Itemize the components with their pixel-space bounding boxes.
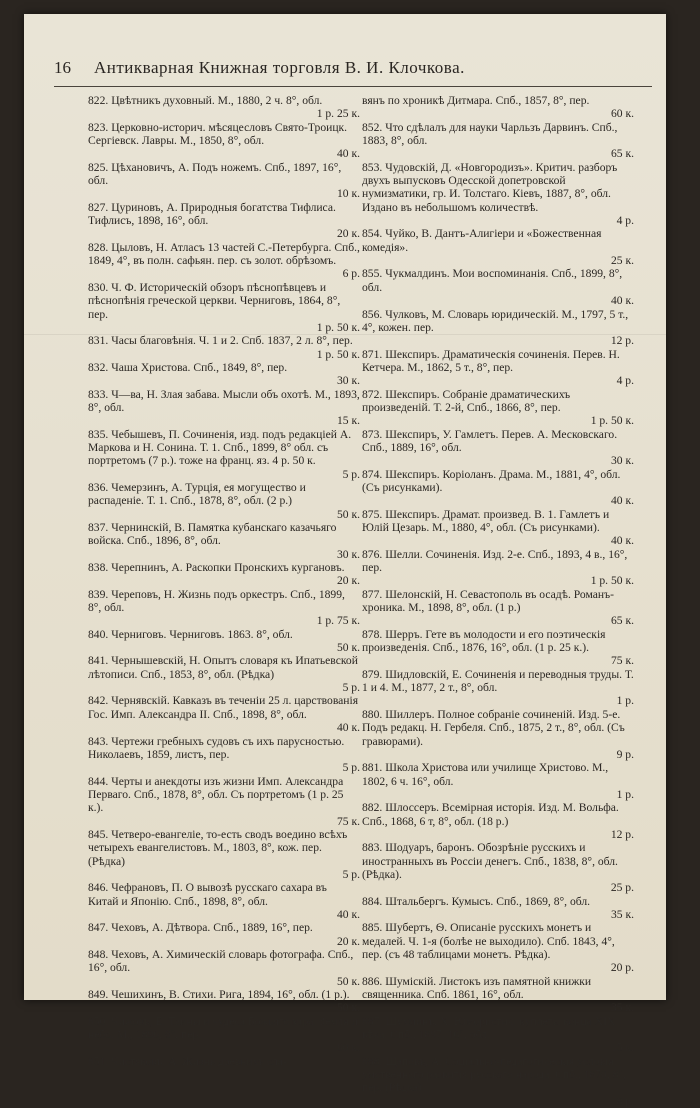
entry-price: 10 к. bbox=[336, 187, 360, 201]
entry-price: 50 к. bbox=[336, 974, 360, 988]
right-column bbox=[362, 94, 634, 1108]
entry-price: 35 к. bbox=[610, 907, 634, 921]
entry-text: 882. Шлоссеръ. Всемірная исторія. Изд. М. Вольфа. Спб., 1868, 6 т, 8°, обл. (18 р.) bbox=[362, 801, 619, 828]
catalog-entry bbox=[88, 588, 360, 628]
entry-text: 833. Ч—ва, Н. Злая забава. Мысли объ охотѣ. М., 1893, 8°, обл. bbox=[88, 387, 360, 414]
entry-price: 1 р. 50 к. bbox=[590, 414, 634, 428]
catalog-entry bbox=[362, 841, 634, 894]
entry-text: 881. Школа Христова или училище Христово. М., 1802, 6 ч. 16°, обл. bbox=[362, 761, 609, 788]
entry-price: 1 р. bbox=[616, 694, 634, 708]
catalog-entry bbox=[88, 828, 360, 881]
catalog-entry bbox=[88, 921, 360, 948]
entry-text: 843. Чертежи гребныхъ судовъ съ ихъ парусностью. Николаевъ, 1859, листъ, пер. bbox=[88, 734, 345, 761]
entry-price: 40 к. bbox=[610, 294, 634, 308]
catalog-entry bbox=[362, 668, 634, 708]
entry-price: 75 к. bbox=[336, 814, 360, 828]
entry-text: 872. Шекспиръ. Собраніе драматическихъ произведеній. Т. 2-й, Спб., 1866, 8°, пер. bbox=[362, 387, 571, 414]
entry-text: 837. Чернинскій, В. Памятка кубанскаго казачьяго войска. Спб., 1896, 8°, обл. bbox=[88, 521, 337, 548]
entry-text: 884. Штальбергъ. Кумысъ. Спб., 1869, 8°, обл. bbox=[362, 894, 591, 908]
entry-text: 836. Чемерзинъ, А. Турція, ея могущество и распаденіе. Т. 1. Спб., 1878, 8°, обл. (2 р.) bbox=[88, 480, 306, 508]
catalog-entry bbox=[88, 654, 360, 694]
header-rule bbox=[54, 86, 652, 87]
entry-price: 50 к. bbox=[336, 1001, 360, 1015]
entry-text: 875. Шекспиръ. Драмат. произвед. В. 1. Гамлетъ и Юлій Цезарь. М., 1880, 4°, обл. (Съ рисунками). bbox=[362, 507, 610, 534]
entry-price: 12 р. bbox=[610, 334, 634, 348]
entry-price: 5 р. bbox=[342, 761, 360, 775]
entry-text: 879. Шидловскій, Е. Сочиненія и переводныя труды. Т. 1 и 4. М., 1877, 2 т., 8°, обл. bbox=[362, 667, 634, 695]
entry-price: 75 к. bbox=[610, 654, 634, 668]
catalog-entry bbox=[362, 921, 634, 974]
entry-price: 20 к. bbox=[336, 574, 360, 588]
catalog-entry bbox=[88, 694, 360, 734]
catalog-entry bbox=[362, 628, 634, 668]
catalog-entry bbox=[362, 508, 634, 548]
catalog-entry bbox=[362, 588, 634, 628]
catalog-entry bbox=[88, 775, 360, 828]
entry-text: 846. Чефрановъ, П. О вывозѣ русскаго сахара въ Китай и Японію. Спб., 1898, 8°, обл. bbox=[88, 881, 327, 908]
entry-price: 5 р. bbox=[342, 467, 360, 481]
catalog-entry bbox=[362, 468, 634, 508]
entry-price: 12 р. bbox=[610, 827, 634, 841]
entry-text: 850. Чижовъ, Е. Тайны и чудеса Божьяго міра. Земля и небо. М., 1896, 8°, пер. bbox=[88, 1014, 358, 1042]
catalog-entry bbox=[362, 348, 634, 388]
catalog-entry bbox=[362, 308, 634, 348]
catalog-entry bbox=[362, 94, 634, 121]
entry-text: 886. Шуміскій. Листокъ изъ памятной книжки священника. Спб. 1861, 16°, обл. bbox=[362, 974, 592, 1002]
entry-price: 40 к. bbox=[336, 147, 360, 161]
entry-price: 60 к. bbox=[610, 107, 634, 121]
entry-text: 831. Часы благовѣнія. Ч. 1 и 2. Спб. 1837, 2 л. 8°, пер. bbox=[88, 334, 353, 348]
catalog-entry bbox=[88, 561, 360, 588]
entry-text: 888. Щаповъ, А. Соціально-педагогическія условія умственнаго развитія русскаго народа. Спб., 1870, 8°, пер. (Рѣдка) bbox=[362, 1054, 626, 1095]
entry-price: 35 к. bbox=[610, 1001, 634, 1015]
entry-price: 50 к. bbox=[336, 641, 360, 655]
catalog-entry bbox=[88, 735, 360, 775]
catalog-entry bbox=[362, 388, 634, 428]
entry-text: 876. Шелли. Сочиненія. Изд. 2-е. Спб., 1893, 4 в., 16°, пер. bbox=[362, 547, 628, 575]
catalog-entry bbox=[362, 428, 634, 468]
entry-text: 877. Шелонскій, Н. Севастополь въ осадѣ. Романъ-хроника. М., 1898, 8°, обл. (1 р.) bbox=[362, 587, 614, 615]
entry-text: 856. Чулковъ, М. Словарь юридическій. М., 1797, 5 т., 4°, кожен. пер. bbox=[362, 307, 629, 334]
entry-text: 823. Церковно-историч. мѣсяцесловъ Свято-Троицк. Сергіевск. Лавры. М., 1850, 8°, обл. bbox=[88, 120, 348, 148]
entry-text: 822. Цвѣтникъ духовный. М., 1880, 2 ч. 8°, обл. bbox=[88, 94, 323, 107]
entry-text: 830. Ч. Ф. Историческій обзоръ пѣснопѣвцевъ и пѣснопѣнія греческой церкви. Черниговъ, 1864, 8°, пер. bbox=[88, 280, 341, 321]
catalog-entry bbox=[88, 121, 360, 161]
entry-price: 30 к. bbox=[610, 454, 634, 468]
catalog-entry bbox=[362, 975, 634, 1015]
running-title: Антикварная Книжная торговля В. И. Клочкова. bbox=[94, 58, 465, 77]
entry-price: 6 р. bbox=[342, 267, 360, 281]
entry-text: 845. Четверо-евангеліе, то-есть сводъ воедино всѣхъ четырехъ евангелистовъ. М., 1803, 8°, кож. пер. (Рѣдка) bbox=[88, 827, 348, 868]
catalog-entry bbox=[88, 388, 360, 428]
catalog-entry bbox=[88, 881, 360, 921]
catalog-entry bbox=[362, 895, 634, 922]
catalog-entry bbox=[88, 201, 360, 241]
catalog-entry bbox=[362, 1055, 634, 1108]
entry-price: 30 к. bbox=[336, 547, 360, 561]
catalog-entry bbox=[88, 94, 360, 121]
catalog-entry bbox=[362, 801, 634, 841]
page-header bbox=[54, 58, 654, 86]
entry-text: 825. Цѣхановичъ, А. Подъ ножемъ. Спб., 1897, 16°, обл. bbox=[88, 160, 342, 188]
entry-text: 887. Шухминъ, Х. Юмористич. куплеты конца XIX вѣка. Спб., 1897. 16°, обл. bbox=[362, 1014, 616, 1042]
entry-price: 60 к. bbox=[336, 1041, 360, 1055]
entry-text: 854. Чуйко, В. Дантъ-Алигіери и «Божественная комедія». bbox=[362, 227, 602, 254]
catalog-entry bbox=[88, 241, 360, 281]
entry-price: 50 к. bbox=[336, 507, 360, 521]
entry-price: 15 к. bbox=[336, 414, 360, 428]
entry-price: 1 р. 50 к. bbox=[590, 574, 634, 588]
entry-price: 40 к. bbox=[336, 907, 360, 921]
entry-text: 842. Чернявскій. Кавказъ въ теченіи 25 л. царствованія Гос. Имп. Александра II. Спб., 1898, 8°, обл. bbox=[88, 694, 359, 721]
catalog-entry bbox=[88, 481, 360, 521]
catalog-entry bbox=[88, 521, 360, 561]
catalog-entry bbox=[88, 988, 360, 1015]
page-number: 16 bbox=[54, 58, 71, 77]
left-column bbox=[88, 94, 360, 1068]
entry-text: 873. Шекспиръ, У. Гамлетъ. Перев. А. Месковскаго. Спб., 1889, 16°, обл. bbox=[362, 427, 618, 454]
catalog-entry bbox=[88, 161, 360, 201]
entry-price: 40 к. bbox=[610, 494, 634, 508]
entry-price: 40 к. bbox=[336, 721, 360, 735]
catalog-entry bbox=[362, 708, 634, 761]
catalog-entry bbox=[362, 761, 634, 801]
catalog-entry bbox=[88, 281, 360, 334]
catalog-entry bbox=[88, 361, 360, 388]
entry-price: 25 р. bbox=[610, 881, 634, 895]
catalog-entry bbox=[362, 1015, 634, 1055]
entry-text: 827. Цуриновъ, А. Природныя богатства Тифлиса. Тифлисъ, 1898, 16°, обл. bbox=[88, 200, 336, 228]
entry-price: 5 р. bbox=[342, 681, 360, 695]
entry-text: 885. Шубертъ, Ѳ. Описаніе русскихъ монетъ и медалей. Ч. 1-я (болѣе не выходило). Спб. 1843, 4°, пер. (съ 48 таблицами монетъ. Рѣдка). bbox=[362, 921, 615, 961]
catalog-entry bbox=[88, 1055, 360, 1068]
entry-text: 840. Черниговъ. Черниговъ. 1863. 8°, обл. bbox=[88, 627, 293, 641]
entry-text: 841. Чернышевскій, Н. Опытъ словаря къ Ипатьевской лѣтописи. Спб., 1853, 8°, обл. (Рѣдка) bbox=[88, 654, 358, 681]
entry-text: 880. Шиллеръ. Полное собраніе сочиненій. Изд. 5-е. Подъ редакц. Н. Гербеля. Спб., 1875, 2 т., 8°, обл. (Съ гравюрами). bbox=[362, 707, 625, 748]
entry-text: 839. Череповъ, Н. Жизнь подъ оркестръ. Спб., 1899, 8°, обл. bbox=[88, 587, 345, 615]
entry-text: 848. Чеховъ, А. Химическій словарь фотографа. Спб., 16°, обл. bbox=[88, 948, 354, 975]
entry-price: 1 р. 50 к. bbox=[316, 320, 360, 334]
catalog-entry bbox=[362, 548, 634, 588]
entry-text: 849. Чешихинъ, В. Стихи. Рига, 1894, 16°, обл. (1 р.). bbox=[88, 988, 350, 1002]
entry-price: 20 к. bbox=[336, 227, 360, 241]
entry-text: 851. Чистяковъ, А. Жизнь древнихъ сла- bbox=[88, 1054, 287, 1068]
entry-price: 65 к. bbox=[610, 614, 634, 628]
catalog-entry bbox=[88, 628, 360, 655]
catalog-entry bbox=[362, 161, 634, 228]
entry-price: 20 р. bbox=[610, 961, 634, 975]
catalog-entry bbox=[362, 267, 634, 307]
entry-price: 30 к. bbox=[336, 374, 360, 388]
entry-price: 1 р. 50 к. bbox=[316, 347, 360, 361]
catalog-entry bbox=[88, 334, 360, 361]
entry-text: 852. Что сдѣлалъ для науки Чарльзъ Дарвинъ. Спб., 1883, 8°, обл. bbox=[362, 120, 618, 148]
entry-text: 855. Чукмалдинъ. Мои воспоминанія. Спб., 1899, 8°, обл. bbox=[362, 267, 623, 294]
catalog-entry bbox=[88, 948, 360, 988]
entry-price: 5 р. bbox=[342, 867, 360, 881]
entry-text: 835. Чебышевъ, П. Сочиненія, изд. подъ редакціей А. Маркова и Н. Сонина. Т. 1. Спб., 1899, 8° обл. съ портретомъ (7 р.). тоже на франц. яз. 4 р. 50 к. bbox=[88, 427, 352, 468]
entry-text: 832. Чаша Христова. Спб., 1849, 8°, пер. bbox=[88, 360, 288, 374]
entry-text: вянъ по хроникѣ Дитмара. Спб., 1857, 8°, пер. bbox=[362, 94, 590, 107]
entry-text: 871. Шекспиръ. Драматическія сочиненія. Перев. Н. Кетчера. М., 1862, 5 т., 8°, пер. bbox=[362, 347, 620, 374]
entry-price: 4 р. bbox=[616, 214, 634, 228]
entry-price: 1 р. 75 к. bbox=[316, 614, 360, 628]
catalog-page bbox=[24, 14, 666, 1108]
entry-price: 65 к. bbox=[610, 147, 634, 161]
catalog-entry bbox=[362, 121, 634, 161]
entry-price: 9 р. bbox=[616, 747, 634, 761]
entry-price: 1 р. 25 к. bbox=[316, 107, 360, 121]
entry-price: 40 к. bbox=[610, 534, 634, 548]
entry-price: 20 к. bbox=[336, 934, 360, 948]
catalog-entry bbox=[362, 227, 634, 267]
catalog-entry bbox=[88, 1015, 360, 1055]
entry-text: 883. Шодуаръ, баронъ. Обозрѣніе русскихъ и иностранныхъ въ Россіи денегъ. Спб., 1838, 8°, обл. (Рѣдка). bbox=[362, 841, 618, 881]
entry-text: 878. Шерръ. Гете въ молодости и его поэтическія произведенія. Спб., 1876, 16°, обл. (1 р. 25 к.). bbox=[362, 627, 606, 655]
entry-text: 828. Цыловъ, Н. Атласъ 13 частей С.-Петербурга. Спб., 1849, 4°, въ полн. сафьян. пер. съ золот. обрѣзомъ. bbox=[88, 240, 360, 268]
entry-text: 838. Черепнинъ, А. Раскопки Пронскихъ кургановъ. bbox=[88, 561, 345, 575]
entry-price: 4 р. bbox=[616, 374, 634, 388]
entry-price: 8 р. bbox=[616, 1094, 634, 1108]
entry-price: 25 к. bbox=[610, 254, 634, 268]
entry-price: 15 к. bbox=[610, 1041, 634, 1055]
entry-text: 874. Шекспиръ. Коріоланъ. Драма. М., 1881, 4°, обл. (Съ рисунками). bbox=[362, 467, 621, 494]
entry-price: 1 р. bbox=[616, 787, 634, 801]
entry-text: 844. Черты и анекдоты изъ жизни Имп. Александра Перваго. Спб., 1878, 8°, обл. Съ портретомъ (1 р. 25 к.). bbox=[88, 774, 344, 815]
entry-text: 847. Чеховъ, А. Дѣтвора. Спб., 1889, 16°, пер. bbox=[88, 921, 313, 935]
catalog-entry bbox=[88, 428, 360, 481]
entry-text: 853. Чудовскій, Д. «Новгородизъ». Критич. разборъ двухъ выпусковъ Одесской допетровской нумизматики, гр. И. Толстаго. Кіевъ, 1887, 8°, обл. Издано въ небольшомъ количествѣ. bbox=[362, 160, 618, 214]
